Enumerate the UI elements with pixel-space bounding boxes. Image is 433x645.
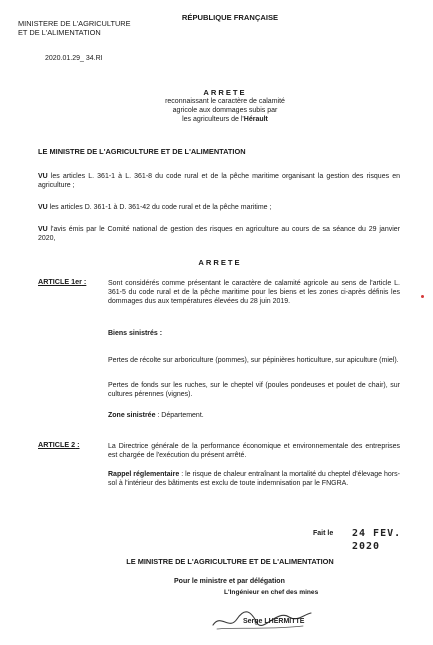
article-2-text: La Directrice générale de la performance économique et environnementale des entreprises est chargée de l'exécution du présent arrêté.	[108, 443, 400, 460]
red-mark	[421, 295, 424, 298]
signature-minister-heading: LE MINISTRE DE L'AGRICULTURE ET DE L'ALIMENTATION	[126, 557, 334, 566]
article-2-colon: :	[75, 440, 80, 449]
rappel-reglementaire	[108, 470, 400, 488]
vu-text: les articles D. 361-1 à D. 361-42 du code rural et de la pêche maritime ;	[47, 204, 272, 211]
vu-paragraph-1	[38, 172, 400, 190]
biens-heading-text: Biens sinistrés	[108, 330, 158, 337]
arrete-heading-line-2: agricole aux dommages subis par	[172, 106, 278, 114]
minister-heading: LE MINISTRE DE L'AGRICULTURE ET DE L'ALIMENTATION	[38, 147, 246, 156]
vu-keyword: VU	[38, 226, 48, 233]
zone-label: Zone sinistrée	[108, 412, 156, 419]
department-name: Hérault	[243, 115, 268, 123]
article-1-colon: :	[81, 277, 87, 286]
pertes-recolte-text: Pertes de récolte sur arboriculture (pommes), sur pépinières horticulture, sur apiculture (miel).	[108, 357, 399, 364]
vu-text: les articles L. 361-1 à L. 361-8 du code rural et de la pêche maritime organisant la gestion des risques en agriculture ;	[38, 173, 400, 190]
ministry-name	[18, 20, 168, 38]
arrete-heading-line-3-prefix: les agriculteurs de l'	[182, 115, 244, 123]
rappel-label: Rappel réglementaire	[108, 471, 180, 478]
date-stamp: 24 FEV. 2020	[352, 528, 402, 553]
article-1-text: Sont considérés comme présentant le caractère de calamité agricole au sens de l'article L. 361-5 du code rural et de la pêche maritime pour les biens et les zones ci-après définis les dommages dus aux températures élevées du 28 juin 2019.	[108, 280, 400, 306]
arrete-heading-title: ARRETE	[203, 88, 247, 97]
vu-paragraph-3	[38, 225, 400, 243]
vu-text: l'avis émis par le Comité national de gestion des risques en agriculture au cours de sa séance du 29 janvier 2020,	[38, 226, 400, 243]
delegation-text: Pour le ministre et par délégation	[174, 578, 285, 585]
zone-sinistree	[108, 411, 400, 420]
republic-title: RÉPUBLIQUE FRANÇAISE	[181, 13, 279, 22]
article-2-label-text: ARTICLE 2	[38, 440, 76, 449]
article-1-label	[38, 277, 86, 287]
zone-text: : Département.	[155, 412, 204, 419]
vu-paragraph-2	[38, 203, 400, 212]
document-reference: 2020.01.29_ 34.RI	[45, 55, 103, 62]
arrete-heading-line-3	[120, 116, 330, 125]
pertes-fonds-text: Pertes de fonds sur les ruches, sur le cheptel vif (poules pondeuses et poulet de chair), sur cultures pérennes (vignes).	[108, 382, 400, 399]
article-2-label	[38, 440, 80, 450]
arrete-heading-line-1: reconnaissant le caractère de calamité	[165, 97, 285, 105]
vu-keyword: VU	[38, 173, 48, 180]
article-1-label-text: ARTICLE 1er	[38, 277, 82, 286]
ministry-line-2: ET DE L'ALIMENTATION	[18, 27, 101, 37]
signatory-name: Serge LHERMITTE	[243, 618, 305, 625]
rappel-text: : le risque de chaleur entraînant la mortalité du cheptel d'élevage hors-sol à l'intérieur des bâtiments est exclu de toute indemnisation par le FNGRA.	[108, 471, 400, 488]
fait-le-label: Fait le	[313, 530, 334, 537]
biens-sinistres-heading	[108, 329, 400, 338]
arrete-heading	[120, 88, 330, 125]
arrete-title: ARRETE	[198, 258, 242, 267]
engineer-title: L'Ingénieur en chef des mines	[224, 589, 319, 596]
biens-heading-colon: :	[157, 330, 163, 337]
vu-keyword: VU	[38, 204, 48, 211]
ministry-line-1: MINISTERE DE L'AGRICULTURE	[18, 19, 131, 28]
